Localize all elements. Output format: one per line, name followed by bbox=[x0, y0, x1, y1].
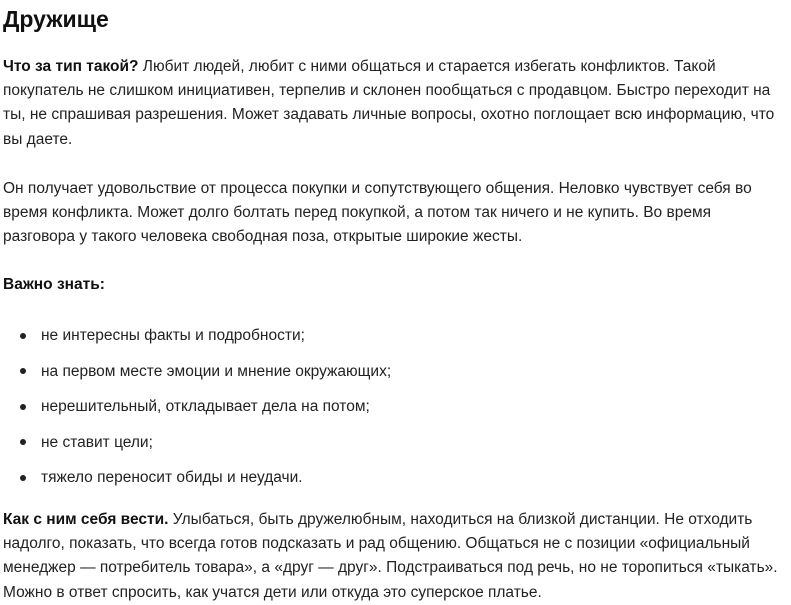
intro-lead: Что за тип такой? bbox=[3, 58, 139, 75]
list-item-text: нерешительный, откладывает дела на потом; bbox=[41, 398, 370, 415]
list-item-text: тяжело переносит обиды и неудачи. bbox=[41, 469, 303, 486]
list-item-text: не интересны факты и подробности; bbox=[41, 327, 305, 344]
behavior-paragraph bbox=[3, 508, 785, 605]
list-item-text: на первом месте эмоции и мнение окружающих; bbox=[41, 362, 392, 380]
page-title: Дружище bbox=[3, 6, 109, 32]
description-paragraph: Он получает удовольствие от процесса покупки и сопутствующего общения. Неловко чувствует себя во время конфликта. Может долго болтать перед покупкой, а потом так ничего и не купить. Во время разговора у такого человека свободная поза, открытые широкие жесты. bbox=[3, 180, 752, 246]
list-item bbox=[0, 318, 780, 354]
intro-paragraph bbox=[3, 55, 785, 152]
bullet-icon bbox=[20, 404, 26, 410]
list-item bbox=[0, 460, 780, 496]
list-item bbox=[0, 354, 780, 390]
important-heading: Важно знать: bbox=[3, 276, 105, 293]
intro-text: Любит людей, любит с ними общаться и старается избегать конфликтов. Такой покупатель не слишком инициативен, терпелив и склонен пообщаться с продавцом. Быстро переходит на ты, не спрашивая разрешения. Может задавать личные вопросы, охотно поглощает всю информацию, что вы даете. bbox=[3, 58, 775, 148]
bullet-icon bbox=[20, 333, 26, 339]
bullet-icon bbox=[20, 368, 26, 374]
list-item-text: не ставит цели; bbox=[41, 433, 153, 451]
bullet-icon bbox=[20, 439, 26, 445]
list-item bbox=[0, 425, 780, 461]
behavior-text: Улыбаться, быть дружелюбным, находиться на близкой дистанции. Не отходить надолго, показать, что всегда готов подсказать и рад общению. Общаться не с позиции «официальный менеджер — потребитель товара», а «друг — друг». Подстраиваться под речь, но не торопиться «тыкать». Можно в ответ спросить, как учатся дети или откуда это суперское платье. bbox=[3, 511, 778, 601]
list-item bbox=[0, 389, 780, 425]
important-list bbox=[0, 318, 780, 496]
behavior-lead: Как с ним себя вести. bbox=[3, 511, 169, 528]
bullet-icon bbox=[20, 475, 26, 481]
